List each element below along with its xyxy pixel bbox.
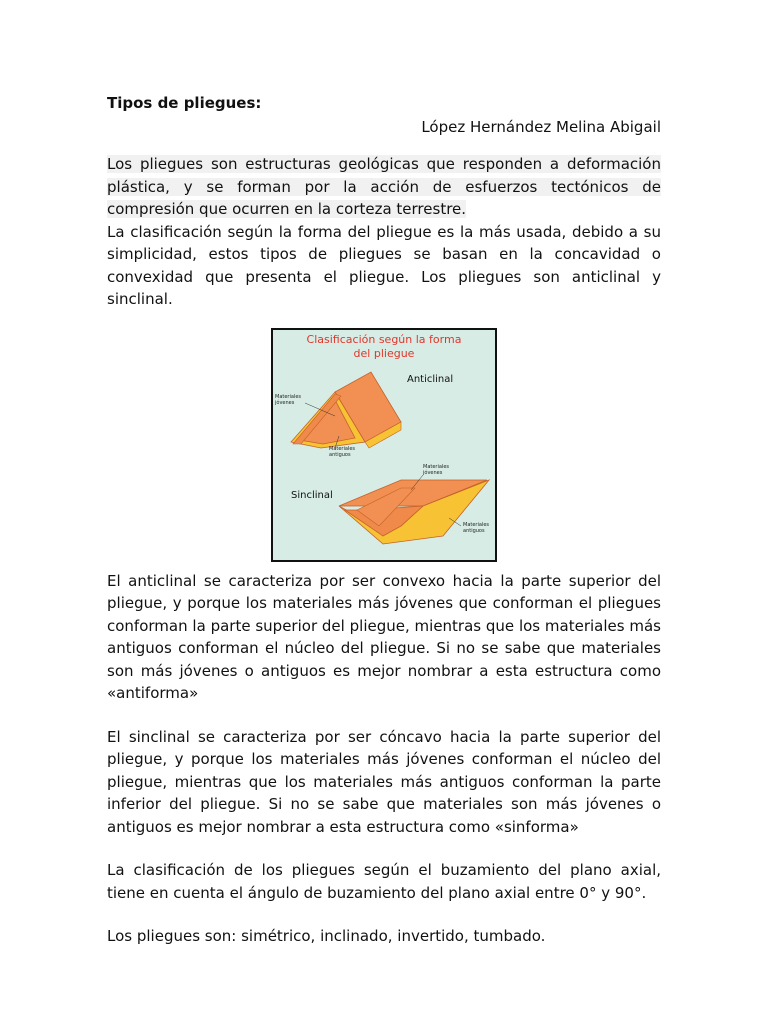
sinclinal-paragraph: El sinclinal se caracteriza por ser cóncavo hacia la parte superior del pliegue, y porque los materiales más jóvenes conforman el núcleo del pliegue, mientras que los materiales más antiguos conforman la parte inferior del pliegue. Si no se sabe que materiales son más jóvenes o antiguos es mejor nombrar a esta estructura como «sinforma» (107, 727, 661, 836)
intro-paragraph (107, 153, 661, 221)
anticlinal-label: Anticlinal (407, 373, 454, 385)
fold-types-paragraph: Los pliegues son: simétrico, inclinado, invertido, tumbado. (107, 927, 546, 945)
anticline-drawing (291, 372, 401, 448)
intro-text: Los pliegues son estructuras geológicas que responden a deformación plástica, y se forman por la acción de esfuerzos tectónicos de compresión que ocurren en la corteza terrestre. (107, 155, 661, 218)
figure-title: Clasificación según la forma del pliegue (306, 332, 462, 360)
fold-illustration (273, 330, 495, 560)
syncline-young-label: Materiales jóvenes (423, 463, 449, 476)
syncline-old-label: Materiales antiguos (463, 521, 489, 534)
anticline-old-label: Materiales antiguos (329, 445, 355, 458)
document-page (107, 92, 661, 948)
axial-plane-paragraph: La clasificación de los pliegues según el buzamiento del plano axial, tiene en cuenta el ángulo de buzamiento del plano axial entre 0° y 90°. (107, 861, 661, 902)
classification-paragraph: La clasificación según la forma del pliegue es la más usada, debido a su simplicidad, estos tipos de pliegues se basan en la concavidad o convexidad que presenta el pliegue. Los pliegues son anticlinal y sinclinal. (107, 222, 661, 308)
author-name: López Hernández Melina Abigail (421, 118, 661, 136)
document-heading: Tipos de pliegues: (107, 94, 262, 112)
syncline-drawing (339, 480, 489, 544)
sinclinal-label: Sinclinal (291, 489, 333, 501)
anticline-young-label: Materiales jóvenes (275, 393, 301, 406)
anticlinal-paragraph: El anticlinal se caracteriza por ser convexo hacia la parte superior del pliegue, y porque los materiales más jóvenes que conforman el pliegues conforman la parte superior del pliegue, mientras que los materiales más antiguos conforman el núcleo del pliegue. Si no se sabe que materiales son más jóvenes o antiguos es mejor nombrar a esta estructura como «antiforma» (107, 571, 661, 702)
fold-classification-figure (271, 328, 497, 562)
